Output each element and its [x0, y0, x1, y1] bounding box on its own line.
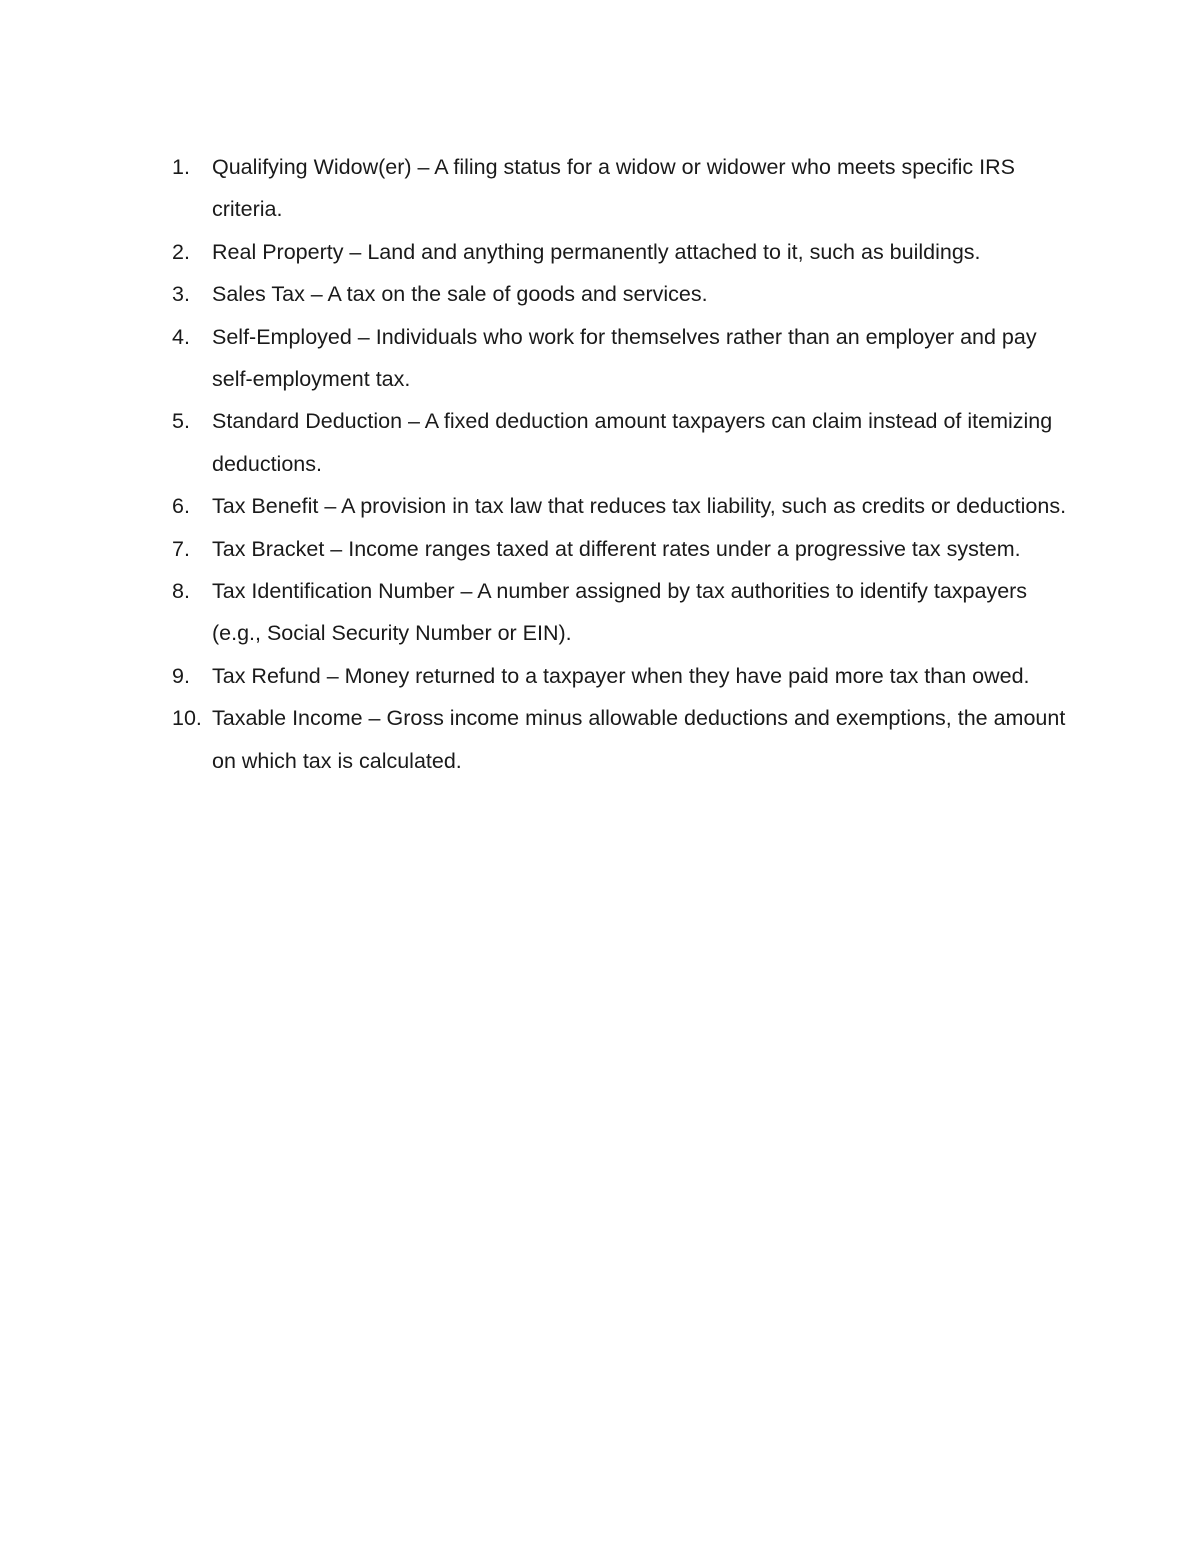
list-item — [172, 655, 1072, 697]
list-item-number: 8. — [172, 579, 190, 604]
list-item — [172, 400, 1072, 485]
list-item-text: Self-Employed – Individuals who work for themselves rather than an employer and pay self-employment tax. — [212, 324, 1037, 392]
list-item — [172, 273, 1072, 315]
list-item-text: Taxable Income – Gross income minus allowable deductions and exemptions, the amount on which tax is calculated. — [212, 706, 1066, 773]
list-item — [172, 231, 1072, 273]
list-item-number: 6. — [172, 494, 190, 519]
list-item-text: Tax Bracket – Income ranges taxed at different rates under a progressive tax system. — [212, 536, 1021, 561]
list-item-number: 9. — [172, 663, 190, 688]
glossary-list — [172, 146, 1072, 782]
list-item — [172, 316, 1072, 401]
list-item-number: 4. — [172, 324, 190, 349]
list-item — [172, 485, 1072, 527]
list-item-text: Real Property – Land and anything permanently attached to it, such as buildings. — [212, 239, 981, 264]
list-item — [172, 528, 1072, 570]
list-item-text: Standard Deduction – A fixed deduction amount taxpayers can claim instead of itemizing deductions. — [212, 409, 1053, 476]
list-item-text: Tax Benefit – A provision in tax law that reduces tax liability, such as credits or deductions. — [212, 494, 1067, 519]
list-item-number: 1. — [172, 155, 190, 179]
list-item — [172, 146, 1072, 231]
list-item-text: Tax Refund – Money returned to a taxpayer when they have paid more tax than owed. — [212, 663, 1030, 688]
list-item-number: 2. — [172, 239, 190, 264]
list-item-text: Qualifying Widow(er) – A filing status for a widow or widower who meets specific IRS criteria. — [212, 155, 1015, 222]
list-item-text: Tax Identification Number – A number assigned by tax authorities to identify taxpayers (e.g., Social Security Number or EIN). — [212, 579, 1028, 646]
list-item — [172, 570, 1072, 655]
list-item-text: Sales Tax – A tax on the sale of goods and services. — [212, 282, 708, 307]
list-item-number: 5. — [172, 409, 190, 434]
list-item — [172, 697, 1072, 782]
list-item-number: 10. — [172, 706, 202, 731]
list-item-number: 7. — [172, 536, 190, 561]
list-item-number: 3. — [172, 282, 190, 307]
